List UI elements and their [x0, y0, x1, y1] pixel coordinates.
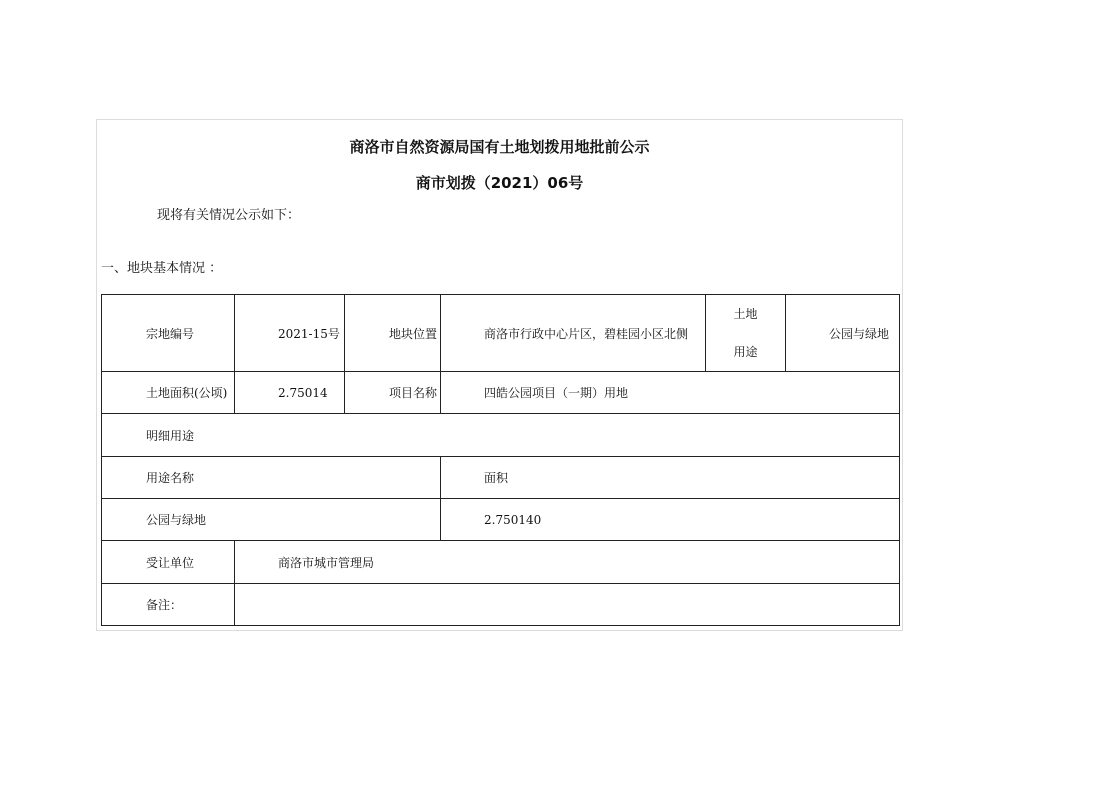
area-label: 土地面积(公顷): [102, 372, 235, 414]
document-title: 商洛市自然资源局国有土地划拨用地批前公示: [349, 138, 650, 156]
land-use-value: 公园与绿地: [786, 295, 900, 372]
table-row: [102, 295, 900, 372]
detail-area-value: 2.750140: [441, 499, 900, 541]
detail-use-label: 明细用途: [102, 414, 900, 457]
area-value: 2.75014: [235, 372, 345, 414]
remarks-value: [235, 584, 900, 626]
land-info-table: [101, 294, 900, 626]
table-row: [102, 414, 900, 457]
parcel-no-value: 2021-15号: [235, 295, 345, 372]
use-name-value: 公园与绿地: [102, 499, 441, 541]
area-header: 面积: [441, 457, 900, 499]
table-row: [102, 457, 900, 499]
table-row: [102, 584, 900, 626]
land-use-label-line1: 土地: [733, 307, 758, 321]
project-value: 四皓公园项目（一期）用地: [441, 372, 900, 414]
recipient-value: 商洛市城市管理局: [235, 541, 900, 584]
table-row: [102, 499, 900, 541]
remarks-label: 备注：: [102, 584, 235, 626]
document-number: 商市划拨（2021）06号: [415, 174, 584, 192]
table-row: [102, 541, 900, 584]
location-value: 商洛市行政中心片区，碧桂园小区北侧: [441, 295, 706, 372]
section-heading: 一、地块基本情况 ：: [101, 261, 223, 276]
land-use-label-line2: 用途: [733, 345, 758, 359]
project-label: 项目名称: [345, 372, 441, 414]
parcel-no-label: 宗地编号: [102, 295, 235, 372]
location-label: 地块位置: [345, 295, 441, 372]
recipient-label: 受让单位: [102, 541, 235, 584]
use-name-header: 用途名称: [102, 457, 441, 499]
intro-text: 现将有关情况公示如下：: [157, 208, 301, 223]
land-use-label: [706, 295, 786, 372]
table-row: [102, 372, 900, 414]
